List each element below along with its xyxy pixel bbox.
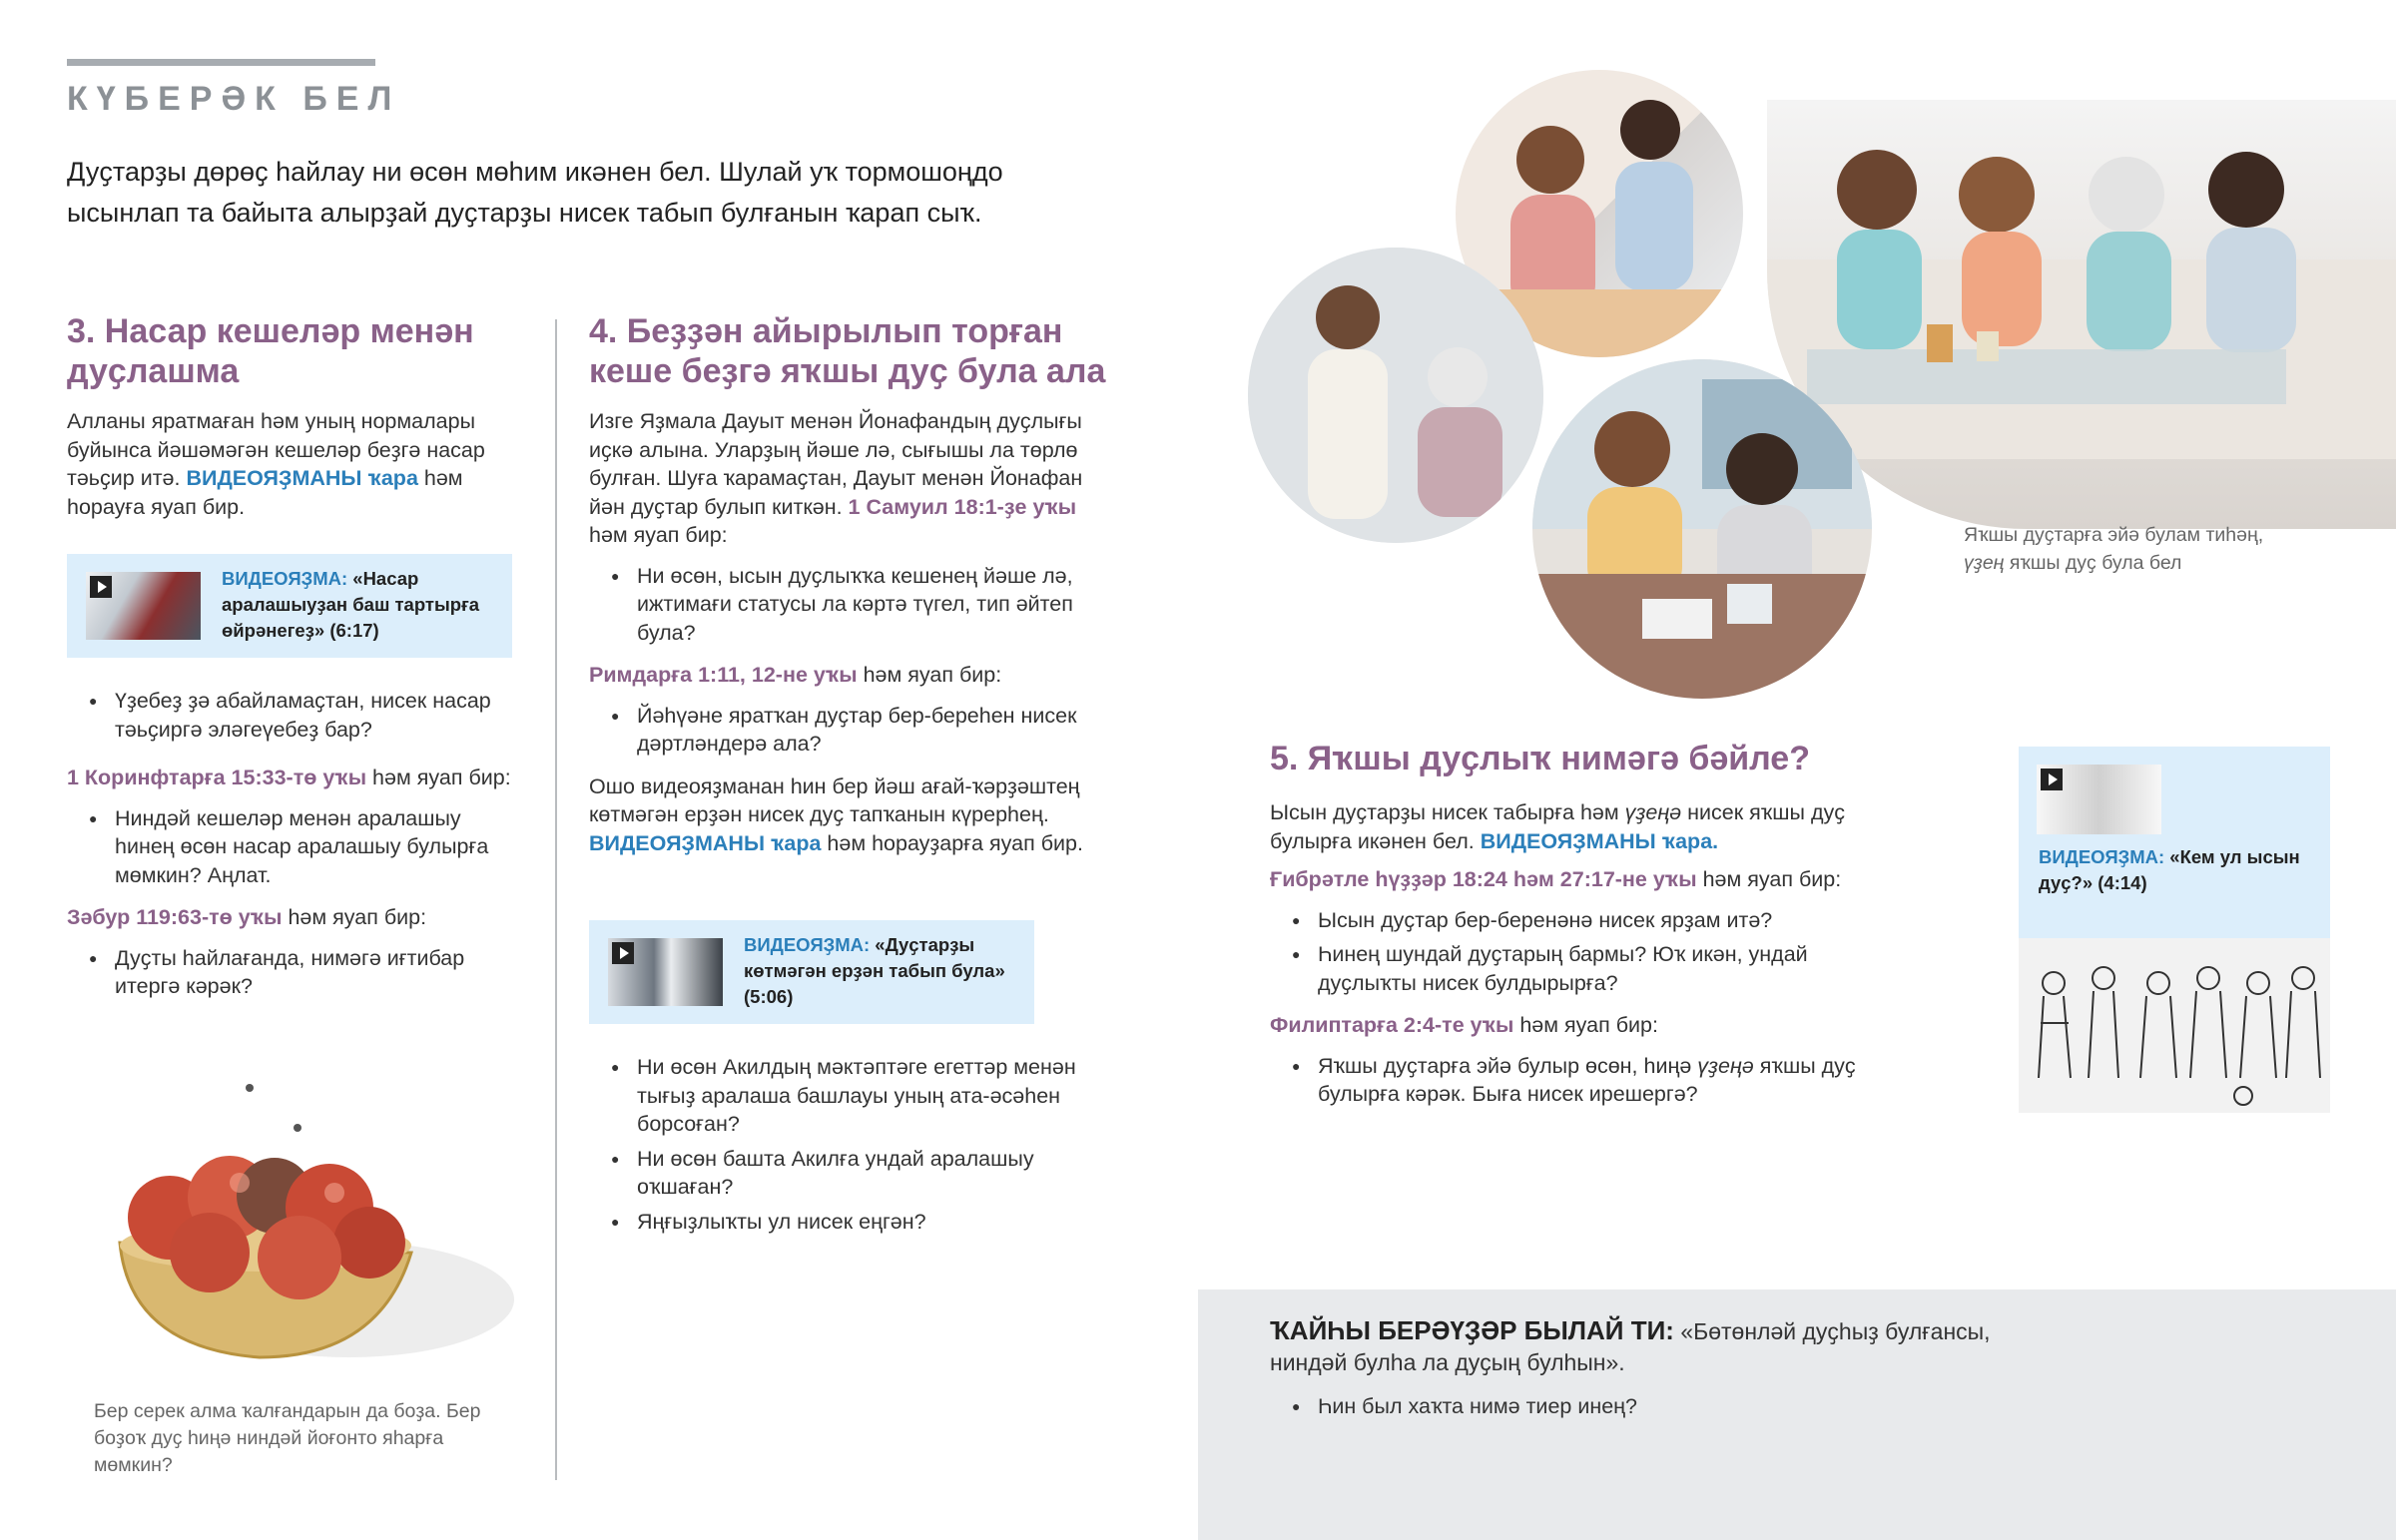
section-3-paragraph: Алланы яратмаған һәм уның нормалары буйынса йәшәмәгән кешеләр беҙгә насар тәьҫир итә. ВИДЕОЯҘМАНЫ ҡара һәм һорауға яуап бир. — [67, 409, 485, 519]
video-thumbnail[interactable] — [608, 938, 723, 1006]
section-5: 5. Яҡшы дуҫлыҡ нимәгә бәйле? Ысын дуҫтарҙы нисек табырға һәм үҙеңә нисек яҡшы дуҫ булырға икәнен бел. ВИДЕОЯҘМАНЫ ҡара. Ғибрәтле һүҙҙәр 18:24 һәм 27:17-не уҡы һәм яуап бир: ● Ысын дуҫтар бер-беренәнә нисек ярҙам итә? ● Һинең шундай дуҫтарың бармы? Юҡ икән, ундай дуҫлыҡты нисек булдырырға? Филиптарға 2:4-те уҡы һәм яуап бир: ● Яҡшы дуҫтарға эйә булыр өсөн, һиңә үҙеңә яҡшы дуҫ булырға кәрәк. Быға нисек ирешергә? — [1270, 739, 1909, 1115]
watch-video-link[interactable]: ВИДЕОЯҘМАНЫ ҡара. — [1480, 828, 1719, 853]
scripture-link[interactable]: Римдарға 1:11, 12-не уҡы — [589, 663, 858, 687]
photo-caption: Яҡшы дуҫтарға эйә булам тиһәң, үҙең яҡшы дуҫ була бел — [1964, 524, 2264, 574]
section-5-title: 5. Яҡшы дуҫлыҡ нимәгә бәйле? — [1270, 740, 1810, 777]
rotten-apple-illustration — [100, 1068, 519, 1377]
video-card-true-friend[interactable] — [2019, 747, 2330, 938]
list-item: ● Ниндәй кешеләр менән аралашыу һинең өсөн насар аралашыу булырға мөмкин? Аңлат. — [115, 804, 526, 890]
scripture-link[interactable]: Зәбур 119:63-тө уҡы — [67, 905, 283, 929]
watch-video-link[interactable]: ВИДЕОЯҘМАНЫ ҡара — [186, 466, 418, 490]
column-divider — [555, 319, 557, 1480]
people-sketch-icon — [2019, 938, 2330, 1113]
intro-text: Дуҫтарҙы дөрөҫ һайлау ни өсөн мөһим икәнен бел. Шулай уҡ тормошоңдо ысынлап та байыта алырҙай дуҫтарҙы нисек табып булғанын ҡарап сыҡ. — [67, 157, 1003, 228]
friends-sketch-illustration — [2019, 938, 2330, 1113]
section-4: 4. Беҙҙән айырылып торған кеше беҙгә яҡшы дуҫ була ала Изге Яҙмала Дауыт менән Йонафандың дуҫлығы иҫкә алына. Уларҙың йәше лә, сығышы ла төрлө булған. Шуға ҡарамаҫтан, Дауыт менән Йонафан йән дуҫтар булып киткән. 1 Самуил 18:1-ҙе уҡы һәм яуап бир: ● Ни өсөн, ысын дуҫлыҡҡа кешенең йәше лә, ижтимағи статусы ла кәртә түгел, тип әйтеп була? Римдарға 1:11, 12-не уҡы һәм яуап бир: ● Йәһүәне яратҡан дуҫтар бер-береһен нисек дәртләндерә ала? Ошо видеояҙманан һин бер йәш ағай-ҡәрҙәштең көтмәгән ерҙән нисек дуҫ тапҡанын күрерһең. ВИДЕОЯҘМАНЫ ҡара һәм һорауҙарға яуап бир. — [589, 311, 1108, 857]
header-rule — [67, 59, 375, 66]
section-4-video-questions — [589, 1053, 1108, 1242]
elderly-visit-photo — [1248, 248, 1543, 543]
scripture-link[interactable]: Ғибрәтле һүҙҙәр 18:24 һәм 27:17-не уҡы — [1270, 867, 1697, 891]
list-item: ● Йәһүәне яратҡан дуҫтар бер-береһен нисек дәртләндерә ала? — [637, 702, 1108, 759]
apple-caption: Бер серек алма ҡалғандарын да боҙа. Бер боҙоҡ дуҫ һиңә ниндәй йоғонто яһарға мөмкин? — [94, 1400, 481, 1476]
video-thumbnail[interactable] — [2037, 765, 2161, 834]
list-item: ● Ни өсөн Акилдың мәктәптәге егеттәр менән тығыҙ аралаша башлауы уның ата-әсәһен борсоған? — [637, 1053, 1108, 1139]
play-icon[interactable] — [90, 576, 112, 598]
video-caption: ВИДЕОЯҘМА: «Дуҫтарҙы көтмәгән ерҙән табып була» (5:06) — [744, 934, 1005, 1007]
quote-content — [1270, 1315, 2029, 1427]
section-3 — [67, 311, 516, 521]
play-icon[interactable] — [612, 942, 634, 964]
friends-photo-area — [1238, 60, 2396, 529]
scripture-link[interactable]: 1 Самуил 18:1-ҙе уҡы — [848, 494, 1077, 519]
scripture-link[interactable]: Филиптарға 2:4-те уҡы — [1270, 1013, 1514, 1037]
comforting-friend-photo — [1532, 359, 1872, 699]
apple-bowl-icon — [100, 1068, 519, 1377]
video-card-unexpected-friends[interactable] — [589, 920, 1034, 1024]
list-item: ● Яңғыҙлыҡты ул нисек еңгән? — [637, 1208, 1108, 1237]
quote-lead: ҠАЙҺЫ БЕРӘҮҘӘР БЫЛАЙ ТИ: — [1270, 1315, 1674, 1345]
quote-text: «Бөтөнләй дуҫһыҙ булғансы, ниндәй булһа ла дуҫың булһын». — [1270, 1318, 1991, 1375]
friends-group-photo — [1767, 100, 2396, 529]
section-3-title: 3. Насар кешеләр менән дуҫлашма — [67, 312, 474, 390]
list-item: ● Ни өсөн, ысын дуҫлыҡҡа кешенең йәше лә, ижтимағи статусы ла кәртә түгел, тип әйтеп була? — [637, 562, 1108, 648]
list-item: ● Үҙебеҙ ҙә абайламаҫтан, нисек насар тәьҫиргә эләгеүебеҙ бар? — [115, 687, 526, 744]
section-kicker: КҮБЕРӘК БЕЛ — [67, 80, 401, 118]
list-item: ● Ни өсөн башта Акилға ундай аралашыу оҡшаған? — [637, 1145, 1108, 1202]
play-icon[interactable] — [2041, 769, 2063, 790]
section-4-title: 4. Беҙҙән айырылып торған кеше беҙгә яҡшы дуҫ була ала — [589, 312, 1106, 390]
video-thumbnail[interactable] — [86, 572, 201, 640]
video-caption: ВИДЕОЯҘМА: «Насар аралашыуҙан баш тартырға өйрәнегеҙ» (6:17) — [222, 568, 480, 641]
list-item: ● Ысын дуҫтар бер-беренәнә нисек ярҙам итә? — [1318, 906, 1909, 935]
video-card-bad-association[interactable] — [67, 554, 512, 658]
list-item: ● Яҡшы дуҫтарға эйә булыр өсөн, һиңә үҙеңә яҡшы дуҫ булырға кәрәк. Быға нисек ирешергә? — [1318, 1052, 1909, 1109]
scripture-link[interactable]: 1 Коринфтарға 15:33-тө уҡы — [67, 766, 367, 789]
list-item: ● Дуҫты һайлағанда, нимәгә иғтибар итергә кәрәк? — [115, 944, 526, 1001]
section-3-questions: ● Үҙебеҙ ҙә абайламаҫтан, нисек насар тәьҫиргә эләгеүебеҙ бар? 1 Коринфтарға 15:33-тө уҡы һәм яуап бир: ● Ниндәй кешеләр менән аралашыу һинең өсөн насар аралашыу булырға мөмкин? Аңлат. Зәбур 119:63-тө уҡы һәм яуап бир: ● Дуҫты һайлағанда, нимәгә иғтибар итергә кәрәк? — [67, 687, 526, 1007]
watch-video-link[interactable]: ВИДЕОЯҘМАНЫ ҡара — [589, 830, 822, 855]
list-item: ● Һин был хаҡта нимә тиер инең? — [1318, 1392, 2029, 1421]
list-item: ● Һинең шундай дуҫтарың бармы? Юҡ икән, ундай дуҫлыҡты нисек булдырырға? — [1318, 940, 1909, 997]
video-caption: ВИДЕОЯҘМА: «Кем ул ысын дуҫ?» (4:14) — [2039, 846, 2300, 893]
